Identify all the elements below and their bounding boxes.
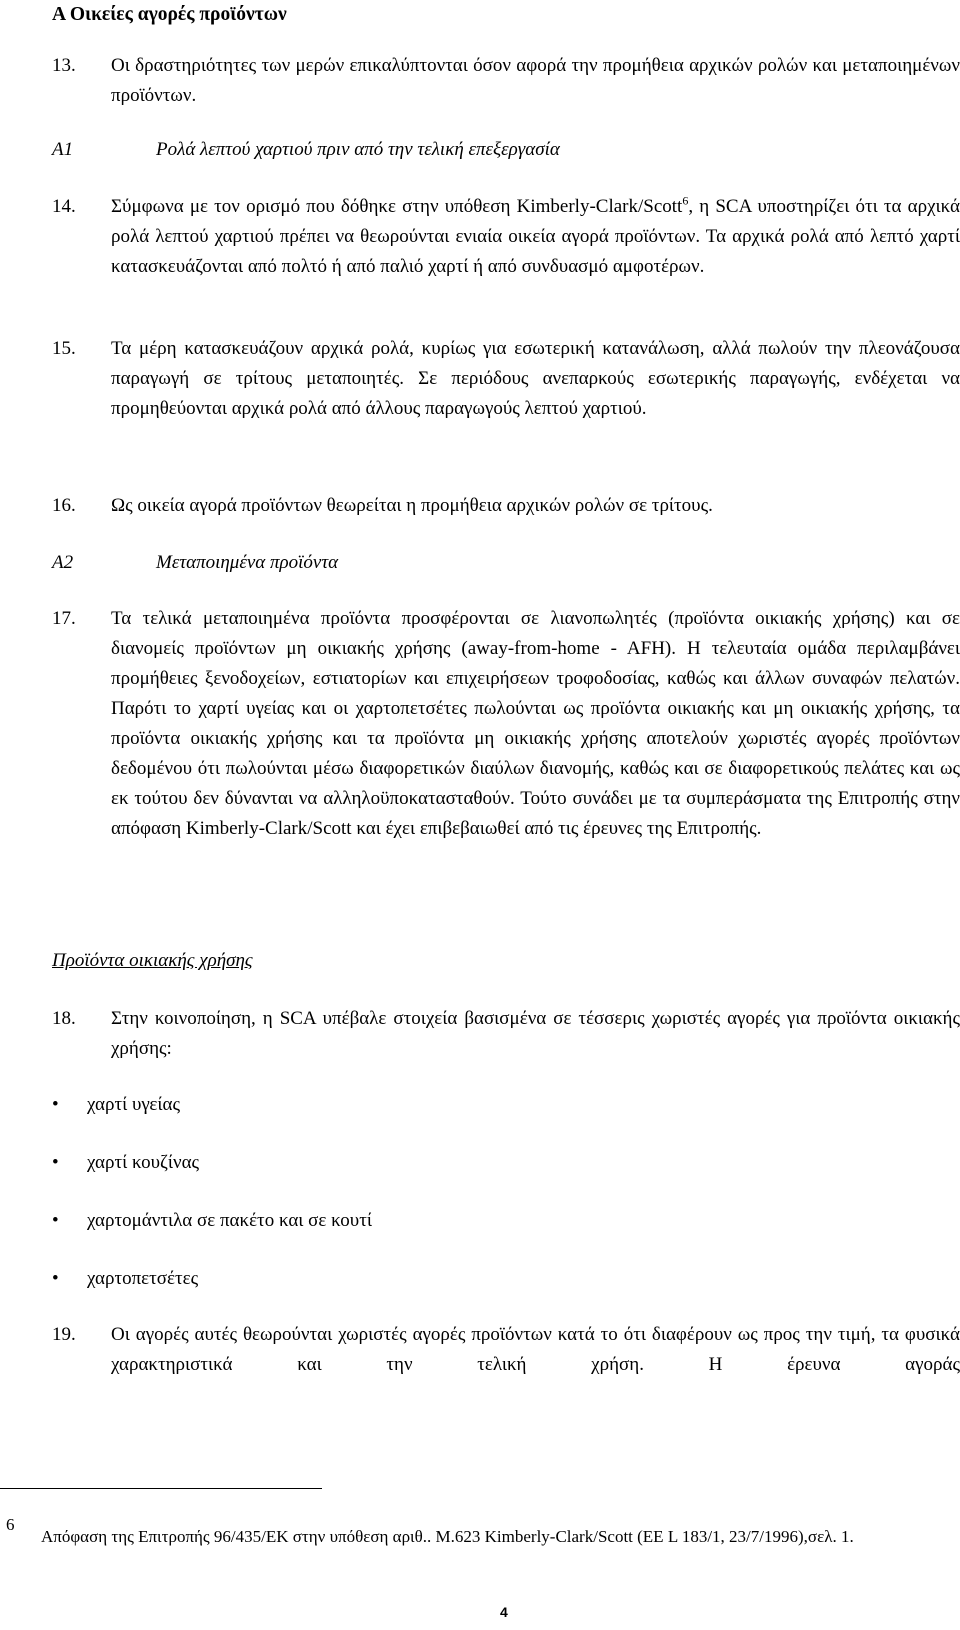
- paragraph-17: [52, 604, 960, 844]
- footnote-reference[interactable]: 6: [682, 193, 689, 208]
- subsection-title: Μεταποιημένα προϊόντα: [156, 552, 339, 573]
- footnote: [0, 1515, 960, 1548]
- list-item-text: χαρτί υγείας: [87, 1094, 180, 1115]
- paragraph-text: Οι δραστηριότητες των μερών επικαλύπτονται όσον αφορά την προμήθεια αρχικών ρολών και μεταποιημένων προϊόντων.: [111, 55, 960, 106]
- list-item-text: χαρτί κουζίνας: [87, 1152, 200, 1173]
- paragraph-text: Ως οικεία αγορά προϊόντων θεωρείται η προμήθεια αρχικών ρολών σε τρίτους.: [111, 495, 713, 516]
- paragraph-text-before: Σύμφωνα με τον ορισμό που δόθηκε στην υπόθεση Kimberly-Clark/Scott: [111, 196, 683, 217]
- paragraph-number: 13.: [52, 55, 76, 76]
- paragraph-text-after: , η SCA υποστηρίζει ότι τα αρχικά ρολά λεπτού χαρτιού πρέπει να θεωρούνται ενιαία οικεία αγορά προϊόντων. Τα αρχικά ρολά από λεπτό χαρτί κατασκευάζονται από πολτό ή από παλιό χαρτί ή από συνδυασμό αμφοτέρων.: [111, 196, 960, 277]
- paragraph-text: Τα μέρη κατασκευάζουν αρχικά ρολά, κυρίως για εσωτερική κατανάλωση, αλλά πωλούν την πλεονάζουσα παραγωγή σε τρίτους μεταποιητές. Σε περιόδους ανεπαρκούς εσωτερικής παραγωγής, ενδέχεται να προμηθεύονται αρχικά ρολά από άλλους παραγωγούς λεπτού χαρτιού.: [111, 338, 960, 419]
- bullet-icon: •: [52, 1094, 59, 1115]
- page-number: 4: [500, 1604, 508, 1620]
- subsection-code: A2: [52, 552, 74, 573]
- paragraph-number: 15.: [52, 338, 76, 359]
- paragraph-16: [52, 491, 960, 521]
- section-heading: A Οικείες αγορές προϊόντων: [52, 4, 287, 25]
- bullet-icon: •: [52, 1210, 59, 1231]
- paragraph-text: Οι αγορές αυτές θεωρούνται χωριστές αγορές προϊόντων κατά το ότι διαφέρουν ως προς την τιμή, τα φυσικά χαρακτηριστικά και την τελική χρήση. Η έρευνα αγοράς: [111, 1324, 960, 1375]
- bullet-icon: •: [52, 1152, 59, 1173]
- paragraph-text: Τα τελικά μεταποιημένα προϊόντα προσφέρονται σε λιανοπωλητές (προϊόντα οικιακής χρήσης) και σε διανομείς προϊόντων μη οικιακής χρήσης (away-from-home - AFH). Η τελευταία ομάδα περιλαμβάνει προμήθειες ξενοδοχείων, εστιατορίων και επιχειρήσεων τροφοδοσίας, καθώς και άλλων συναφών πελατών. Παρότι το χαρτί υγείας και οι χαρτοπετσέτες πωλούνται ως προϊόντα οικιακής και μη οικιακής χρήσης, τα προϊόντα οικιακής χρήσης και τα προϊόντα μη οικιακής χρήσης αποτελούν χωριστές αγορές προϊόντων δεδομένου ότι πωλούνται μέσω διαφορετικών διαύλων διανομής, καθώς και σε διαφορετικούς πελάτες και ως εκ τούτου δεν δύνανται να αλληλοϋποκατασταθούν. Τούτο συνάδει με τα συμπεράσματα της Επιτροπής στην απόφαση Kimberly-Clark/Scott και έχει επιβεβαιωθεί από τις έρευνες της Επιτροπής.: [111, 608, 960, 839]
- list-item-text: χαρτοπετσέτες: [87, 1268, 199, 1289]
- paragraph-number: 14.: [52, 196, 76, 217]
- paragraph-number: 18.: [52, 1008, 76, 1029]
- paragraph-13: [52, 51, 960, 111]
- footnote-mark: 6: [6, 1515, 15, 1534]
- bullet-icon: •: [52, 1268, 59, 1289]
- subsection-title: Ρολά λεπτού χαρτιού πριν από την τελική επεξεργασία: [156, 139, 560, 160]
- paragraph-text: Στην κοινοποίηση, η SCA υπέβαλε στοιχεία βασισμένα σε τέσσερις χωριστές αγορές για προϊόντα οικιακής χρήσης:: [111, 1008, 960, 1059]
- footnote-text: Απόφαση της Επιτροπής 96/435/ΕΚ στην υπόθεση αριθ.. Μ.623 Kimberly-Clark/Scott (ΕΕ L 183/1, 23/7/1996),σελ. 1.: [41, 1527, 854, 1546]
- subsection-code: A1: [52, 139, 74, 160]
- list-item-text: χαρτομάντιλα σε πακέτο και σε κουτί: [87, 1210, 372, 1231]
- paragraph-number: 16.: [52, 495, 76, 516]
- paragraph-15: [52, 334, 960, 424]
- paragraph-18: [52, 1004, 960, 1064]
- paragraph-number: 17.: [52, 608, 76, 629]
- paragraph-19: [52, 1320, 960, 1380]
- paragraph-number: 19.: [52, 1324, 76, 1345]
- footnote-separator: [0, 1488, 322, 1489]
- subheading-title: Προϊόντα οικιακής χρήσης: [52, 950, 253, 971]
- paragraph-14: [52, 192, 960, 282]
- paragraph-text: [111, 192, 960, 282]
